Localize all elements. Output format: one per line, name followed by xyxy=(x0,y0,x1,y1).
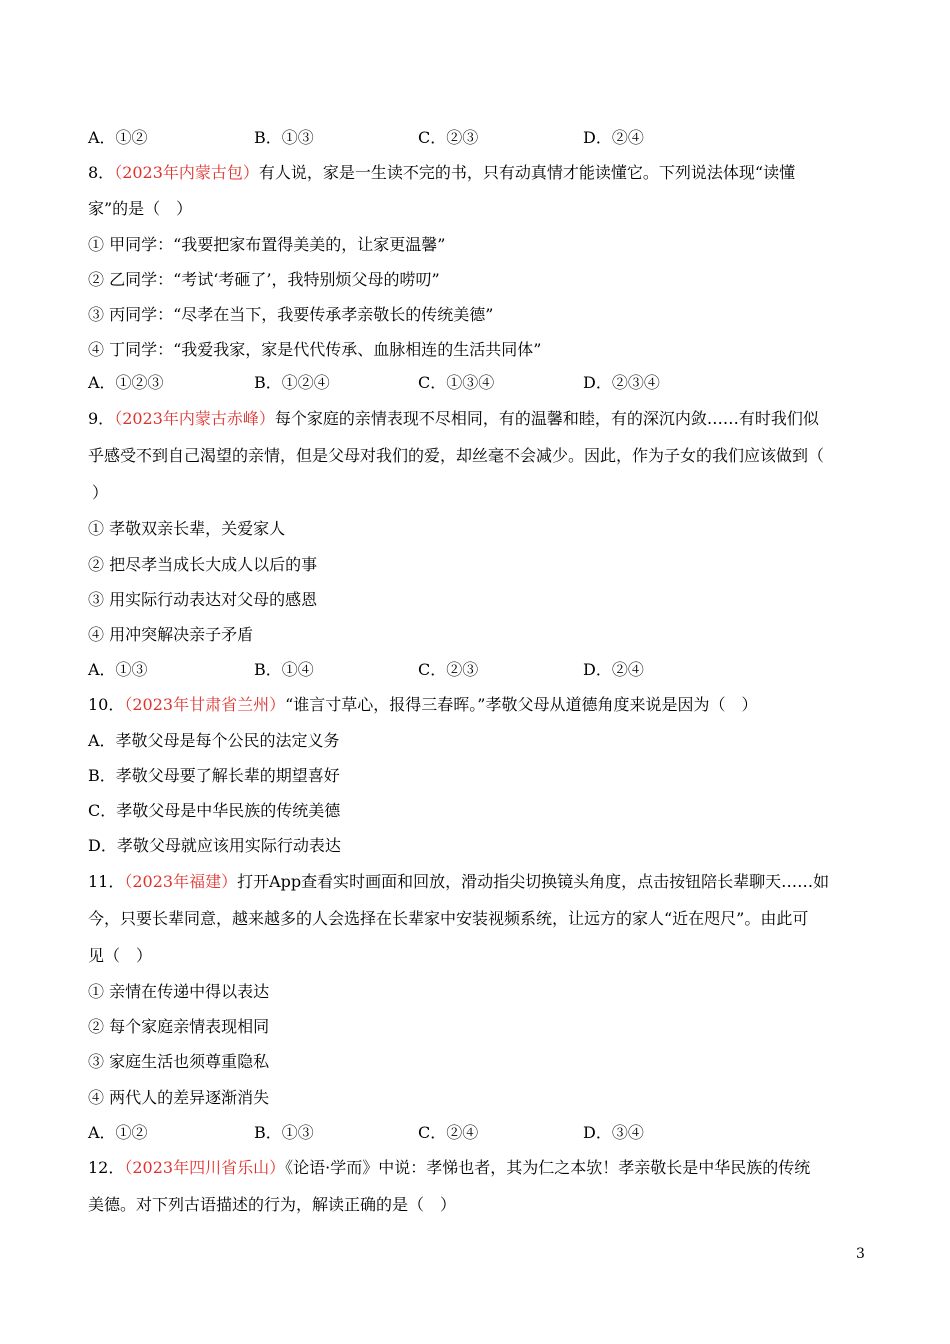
q9-item-2: ② 把尽孝当成长大成人以后的事 xyxy=(88,555,318,574)
q8-option-a: A．①②③ xyxy=(88,373,164,392)
q11-item-3: ③ 家庭生活也须尊重隐私 xyxy=(88,1052,270,1071)
q10-source: （2023年甘肃省兰州） xyxy=(124,695,286,714)
q12-stem-line xyxy=(88,1157,810,1179)
page-number: 3 xyxy=(856,1246,865,1262)
q11-stem-text: 打开App查看实时画面和回放，滑动指尖切换镜头角度，点击按钮陪长辈聊天……如 xyxy=(237,872,830,891)
q8-item-4: ④ 丁同学：“我爱我家，家是代代传承、血脉相连的生活共同体” xyxy=(88,340,542,359)
q9-option-c: C．②③ xyxy=(418,660,479,679)
q10-stem-line xyxy=(88,694,757,716)
q11-stem-continuation: 今，只要长辈同意，越来越多的人会选择在长辈家中安装视频系统，让远方的家人“近在咫尺”。由此可 xyxy=(88,909,809,928)
q9-option-a: A．①③ xyxy=(88,660,148,679)
q8-item-2: ② 乙同学：“考试‘考砸了’，我特别烦父母的唠叨” xyxy=(88,270,440,289)
q8-stem-text: 有人说，家是一生读不完的书，只有动真情才能读懂它。下列说法体现“读懂 xyxy=(258,163,796,182)
q9-stem-close: ） xyxy=(92,483,109,502)
q10-choice-d: D．孝敬父母就应该用实际行动表达 xyxy=(88,836,341,855)
q11-number: 11． xyxy=(88,872,125,891)
q11-option-a: A．①② xyxy=(88,1123,148,1142)
q9-option-b: B．①④ xyxy=(254,660,314,679)
q10-choice-a: A．孝敬父母是每个公民的法定义务 xyxy=(88,731,340,750)
q9-options xyxy=(88,659,708,681)
q8-item-3: ③ 丙同学：“尽孝在当下，我要传承孝亲敬长的传统美德” xyxy=(88,305,494,324)
q9-stem-line xyxy=(88,408,819,430)
q7-option-d: D．②④ xyxy=(583,128,644,147)
q8-option-d: D．②③④ xyxy=(583,373,660,392)
q11-item-2: ② 每个家庭亲情表现相同 xyxy=(88,1017,270,1036)
q8-option-b: B．①②④ xyxy=(254,373,330,392)
q11-source: （2023年福建） xyxy=(124,872,238,891)
q9-source: （2023年内蒙古赤峰） xyxy=(114,409,275,428)
q8-stem-continuation: 家”的是（ ） xyxy=(88,199,193,218)
q12-stem-continuation: 美德。对下列古语描述的行为，解读正确的是（ ） xyxy=(88,1195,457,1214)
q9-stem-continuation: 乎感受不到自己渴望的亲情，但是父母对我们的爱，却丝毫不会减少。因此，作为子女的我们应该做到（ xyxy=(88,446,825,465)
q11-option-d: D．③④ xyxy=(583,1123,644,1142)
q8-option-c: C．①③④ xyxy=(418,373,495,392)
q10-stem-text: “谁言寸草心，报得三春晖。”孝敬父母从道德角度来说是因为（ ） xyxy=(285,695,758,714)
q7-option-b: B．①③ xyxy=(254,128,314,147)
q8-options xyxy=(88,372,708,394)
q7-option-a: A．①② xyxy=(88,128,148,147)
q9-stem-text: 每个家庭的亲情表现不尽相同，有的温馨和睦，有的深沉内敛……有时我们似 xyxy=(274,409,819,428)
q11-option-c: C．②④ xyxy=(418,1123,479,1142)
q9-item-1: ① 孝敬双亲长辈，关爱家人 xyxy=(88,519,286,538)
q11-stem-close: 见（ ） xyxy=(88,946,153,965)
q12-number: 12． xyxy=(88,1158,125,1177)
q9-item-4: ④ 用冲突解决亲子矛盾 xyxy=(88,625,254,644)
q7-options xyxy=(88,127,708,149)
q10-choice-b: B．孝敬父母要了解长辈的期望喜好 xyxy=(88,766,340,785)
q9-item-3: ③ 用实际行动表达对父母的感恩 xyxy=(88,590,318,609)
q11-stem-line xyxy=(88,871,829,893)
q8-source: （2023年内蒙古包） xyxy=(114,163,259,182)
q12-stem-text: 《论语·学而》中说：孝悌也者，其为仁之本欤！孝亲敬长是中华民族的传统 xyxy=(285,1158,811,1177)
q7-option-c: C．②③ xyxy=(418,128,479,147)
q10-number: 10． xyxy=(88,695,125,714)
q10-choice-c: C．孝敬父母是中华民族的传统美德 xyxy=(88,801,341,820)
q11-item-4: ④ 两代人的差异逐渐消失 xyxy=(88,1088,270,1107)
q9-option-d: D．②④ xyxy=(583,660,644,679)
q8-number: 8． xyxy=(88,163,115,182)
q8-item-1: ① 甲同学：“我要把家布置得美美的，让家更温馨” xyxy=(88,235,446,254)
q12-source: （2023年四川省乐山） xyxy=(124,1158,286,1177)
q11-item-1: ① 亲情在传递中得以表达 xyxy=(88,982,270,1001)
q11-option-b: B．①③ xyxy=(254,1123,314,1142)
q9-number: 9． xyxy=(88,409,115,428)
q11-options xyxy=(88,1122,708,1144)
q8-stem-line xyxy=(88,162,795,184)
